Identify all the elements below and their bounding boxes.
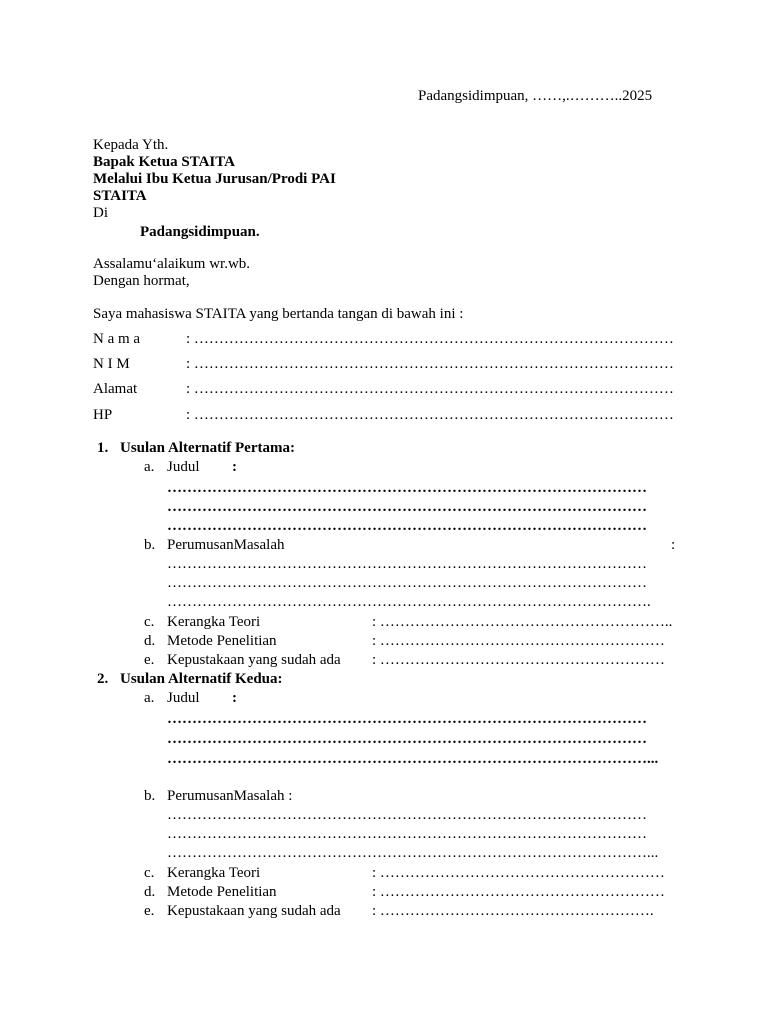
section1-perumusan-colon: : (671, 537, 676, 553)
section1-perumusan-line-1: …………………………………………………………………………………… (167, 556, 647, 572)
section1-item-d-letter: d. (144, 633, 156, 649)
section1-item-c-value: : ………………………………………………….. (372, 614, 673, 630)
greeting-salam: Assalamu‘alaikum wr.wb. (93, 256, 251, 272)
section2-perumusan-line-2: …………………………………………………………………………………… (167, 826, 647, 842)
field-label-hp: HP (93, 407, 113, 423)
section2-item-e-label: Kepustakaan yang sudah ada (167, 903, 341, 919)
section1-number: 1. (97, 440, 109, 456)
section1-perumusan-line-2: …………………………………………………………………………………… (167, 575, 647, 591)
section1-perumusan-letter: b. (144, 537, 156, 553)
section1-perumusan-line-3: ……………………………………………………………………………………. (167, 594, 651, 610)
section1-judul-line-1: …………………………………………………………………………………… (167, 480, 647, 496)
section2-judul-label: Judul (167, 690, 200, 706)
section1-judul-colon: : (232, 459, 237, 475)
section2-judul-line-3: ……………………………………………………………………………………... (167, 751, 659, 767)
field-value-alamat: : …………………………………………………………………………………… (186, 381, 674, 397)
section2-item-e-letter: e. (144, 903, 155, 919)
section1-item-e-label: Kepustakaan yang sudah ada (167, 652, 341, 668)
section1-judul-line-2: …………………………………………………………………………………… (167, 499, 647, 515)
section2-item-c-letter: c. (144, 865, 155, 881)
section2-item-d-label: Metode Penelitian (167, 884, 277, 900)
section1-item-d-label: Metode Penelitian (167, 633, 277, 649)
section1-perumusan-label: PerumusanMasalah (167, 537, 285, 553)
section2-item-e-value: : ………………………………………………. (372, 903, 654, 919)
address-line-di: Di (93, 205, 108, 221)
address-line-kepada: Kepada Yth. (93, 137, 169, 153)
section2-item-c-value: : ………………………………………………… (372, 865, 665, 881)
section2-perumusan-line-3: ……………………………………………………………………………………... (167, 845, 659, 861)
section1-item-e-letter: e. (144, 652, 155, 668)
section2-item-d-letter: d. (144, 884, 156, 900)
section2-item-c-label: Kerangka Teori (167, 865, 261, 881)
section1-title: Usulan Alternatif Pertama: (120, 440, 295, 456)
section2-item-d-value: : ………………………………………………… (372, 884, 665, 900)
field-label-nim: N I M (93, 356, 130, 372)
field-value-hp: : …………………………………………………………………………………… (186, 407, 674, 423)
section2-judul-line-2: …………………………………………………………………………………… (167, 731, 647, 747)
intro-sentence: Saya mahasiswa STAITA yang bertanda tangan di bawah ini : (93, 306, 464, 322)
greeting-hormat: Dengan hormat, (93, 273, 190, 289)
section2-judul-colon: : (232, 690, 237, 706)
section2-perumusan-letter: b. (144, 788, 156, 804)
address-line-staita: STAITA (93, 188, 147, 204)
field-label-nama: N a m a (93, 331, 141, 347)
section1-judul-line-3: …………………………………………………………………………………… (167, 518, 647, 534)
field-label-alamat: Alamat (93, 381, 138, 397)
section2-perumusan-label: PerumusanMasalah : (167, 788, 293, 804)
section1-item-d-value: : ………………………………………………… (372, 633, 665, 649)
field-value-nama: : …………………………………………………………………………………… (186, 331, 674, 347)
section2-number: 2. (97, 671, 109, 687)
section2-judul-letter: a. (144, 690, 155, 706)
address-line-melalui: Melalui Ibu Ketua Jurusan/Prodi PAI (93, 171, 336, 187)
section1-item-e-value: : ………………………………………………… (372, 652, 665, 668)
field-value-nim: : …………………………………………………………………………………… (186, 356, 674, 372)
section1-judul-letter: a. (144, 459, 155, 475)
recipient-address (93, 137, 336, 241)
section1-judul-label: Judul (167, 459, 200, 475)
address-line-ketua: Bapak Ketua STAITA (93, 154, 235, 170)
greeting (93, 256, 250, 290)
section2-judul-line-1: …………………………………………………………………………………… (167, 711, 647, 727)
section2-title: Usulan Alternatif Kedua: (120, 671, 283, 687)
section2-perumusan-line-1: …………………………………………………………………………………… (167, 807, 647, 823)
address-city: Padangsidimpuan. (140, 224, 260, 240)
section1-item-c-letter: c. (144, 614, 155, 630)
date-line: Padangsidimpuan, ……,.………..2025 (418, 88, 653, 104)
section1-item-c-label: Kerangka Teori (167, 614, 261, 630)
